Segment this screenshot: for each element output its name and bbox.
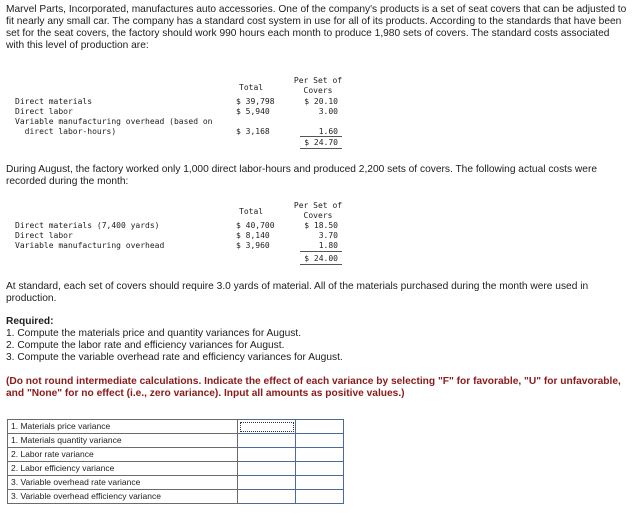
row-per-set: $ 18.50 xyxy=(304,221,338,230)
sum-per-set: $ 24.70 xyxy=(304,138,338,147)
required-item: 1. Compute the materials price and quantity variances for August. xyxy=(6,328,302,339)
variance-label: 2. Labor efficiency variance xyxy=(8,462,238,476)
row-total: $ 8,140 xyxy=(236,231,270,240)
standard-note: At standard, each set of covers should require 3.0 yards of material. All of the materials purchased during the month were used in production. xyxy=(6,281,589,304)
variance-label: 3. Variable overhead efficiency variance xyxy=(8,490,238,504)
row-label: Direct labor xyxy=(15,231,73,240)
col-header-per-set: Per Set of xyxy=(293,201,343,210)
required-heading: Required: xyxy=(6,316,54,327)
required-item: 2. Compute the labor rate and efficiency variances for August. xyxy=(6,340,285,351)
effect-select[interactable] xyxy=(296,476,344,490)
standard-cost-table xyxy=(14,74,354,154)
subtotal-rule xyxy=(300,251,342,252)
amount-input[interactable] xyxy=(238,490,296,504)
table-row xyxy=(8,448,344,462)
row-label: direct labor-hours) xyxy=(15,127,117,136)
row-per-set: 1.60 xyxy=(318,127,338,136)
variance-label: 2. Labor rate variance xyxy=(8,448,238,462)
row-label: Direct labor xyxy=(15,107,73,116)
col-header-total: Total xyxy=(239,207,264,216)
table-row xyxy=(8,420,344,434)
table-row xyxy=(8,490,344,504)
col-header-covers: Covers xyxy=(303,86,333,95)
amount-input[interactable] xyxy=(238,448,296,462)
row-per-set: 3.70 xyxy=(318,231,338,240)
required-item: 3. Compute the variable overhead rate and efficiency variances for August. xyxy=(6,352,343,363)
row-total: $ 3,960 xyxy=(236,241,270,250)
instructions: (Do not round intermediate calculations. Indicate the effect of each variance by selecting "F" for favorable, "U" for unfavorable, and "None" for no effect (i.e., zero variance). Input all amounts as positive values.) xyxy=(6,376,621,399)
effect-select[interactable] xyxy=(296,420,344,434)
amount-input[interactable] xyxy=(238,420,296,434)
row-label: Variable manufacturing overhead xyxy=(15,241,165,250)
variance-label: 1. Materials price variance xyxy=(8,420,238,434)
amount-input[interactable] xyxy=(238,434,296,448)
total-rule xyxy=(300,148,342,149)
variance-label: 3. Variable overhead rate variance xyxy=(8,476,238,490)
amount-input[interactable] xyxy=(238,462,296,476)
row-label: Variable manufacturing overhead (based on xyxy=(15,117,213,126)
table-row xyxy=(8,462,344,476)
row-total: $ 5,940 xyxy=(236,107,270,116)
effect-select[interactable] xyxy=(296,434,344,448)
table-row xyxy=(8,434,344,448)
effect-select[interactable] xyxy=(296,490,344,504)
row-label: Direct materials (7,400 yards) xyxy=(15,221,160,230)
amount-input[interactable] xyxy=(238,476,296,490)
row-total: $ 3,168 xyxy=(236,127,270,136)
variance-label: 1. Materials quantity variance xyxy=(8,434,238,448)
total-rule xyxy=(300,264,342,265)
answer-table xyxy=(7,419,344,504)
actual-cost-table xyxy=(14,200,354,270)
effect-select[interactable] xyxy=(296,448,344,462)
august-paragraph: During August, the factory worked only 1,000 direct labor-hours and produced 2,200 sets of covers. The following actual costs were recorded during the month: xyxy=(6,164,598,187)
col-header-per-set: Per Set of xyxy=(293,76,343,85)
col-header-total: Total xyxy=(239,83,264,92)
row-label: Direct materials xyxy=(15,97,93,106)
required-section xyxy=(6,316,628,364)
sum-per-set: $ 24.00 xyxy=(304,254,338,263)
effect-select[interactable] xyxy=(296,462,344,476)
subtotal-rule xyxy=(300,136,342,137)
row-per-set: $ 20.10 xyxy=(304,97,338,106)
row-total: $ 39,798 xyxy=(236,97,275,106)
col-header-covers: Covers xyxy=(303,211,333,220)
intro-paragraph: Marvel Parts, Incorporated, manufactures auto accessories. One of the company's products is a set of seat covers that can be adjusted to fit nearly any small car. The company has a standard cost system in use for all of its products. According to the standards that have been set for the seat covers, the factory should work 990 hours each month to produce 1,980 sets of covers. The standard costs associated with this level of production are: xyxy=(6,4,627,51)
row-per-set: 3.00 xyxy=(318,107,338,116)
row-total: $ 40,700 xyxy=(236,221,275,230)
table-row xyxy=(8,476,344,490)
row-per-set: 1.80 xyxy=(318,241,338,250)
